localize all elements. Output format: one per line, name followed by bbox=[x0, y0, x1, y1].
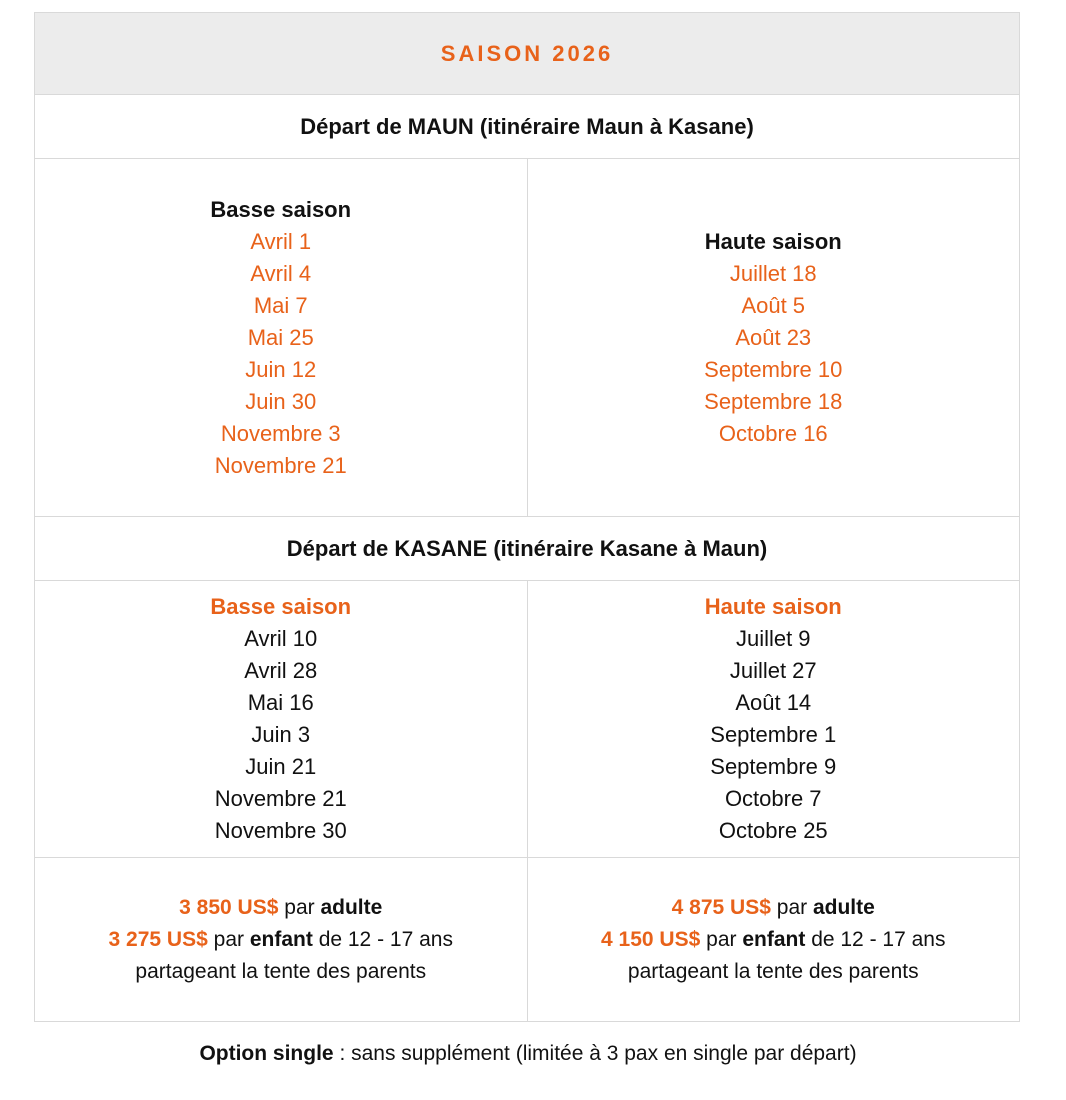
adult-price-line bbox=[35, 892, 527, 924]
single-option-label: Option single bbox=[199, 1042, 334, 1065]
maun-route-heading: Départ de MAUN (itinéraire Maun à Kasane) bbox=[35, 95, 1020, 159]
kasane-route-heading: Départ de KASANE (itinéraire Kasane à Maun) bbox=[35, 517, 1020, 581]
adult-label: adulte bbox=[320, 895, 383, 919]
kasane-low-date: Mai 16 bbox=[247, 690, 314, 715]
maun-low-date: Mai 25 bbox=[247, 324, 314, 350]
child-age: de 12 - 17 ans bbox=[811, 927, 946, 951]
kasane-high-date: Octobre 7 bbox=[724, 786, 822, 811]
season-table bbox=[34, 12, 1020, 1022]
par-text: par bbox=[776, 895, 808, 919]
maun-low-date: Juin 12 bbox=[245, 356, 317, 382]
maun-high-date: Octobre 16 bbox=[718, 420, 828, 446]
child-price-value: 4 150 US$ bbox=[601, 927, 701, 951]
maun-low-season-heading: Basse saison bbox=[210, 196, 352, 222]
maun-low-season-cell bbox=[35, 159, 528, 517]
sharing-note: partageant la tente des parents bbox=[627, 959, 919, 983]
maun-high-season-cell bbox=[527, 159, 1020, 517]
kasane-low-date: Juin 3 bbox=[251, 722, 311, 747]
child-price-line bbox=[528, 924, 1020, 956]
kasane-high-date: Septembre 1 bbox=[710, 722, 837, 747]
adult-price-value: 3 850 US$ bbox=[179, 895, 279, 919]
single-option-text: : sans supplément (limitée à 3 pax en single par départ) bbox=[333, 1042, 857, 1065]
single-option-note bbox=[0, 1042, 1056, 1066]
maun-high-date: Septembre 10 bbox=[704, 356, 843, 382]
adult-label: adulte bbox=[812, 895, 875, 919]
maun-high-date: Août 23 bbox=[735, 324, 812, 350]
high-season-price-cell bbox=[527, 858, 1020, 1022]
kasane-low-date: Novembre 30 bbox=[214, 818, 347, 843]
kasane-high-date: Septembre 9 bbox=[710, 754, 837, 779]
kasane-high-date: Août 14 bbox=[735, 690, 812, 715]
maun-low-date: Avril 1 bbox=[250, 228, 312, 254]
kasane-high-date: Juillet 27 bbox=[729, 658, 817, 683]
child-price-value: 3 275 US$ bbox=[108, 927, 208, 951]
adult-price-line bbox=[528, 892, 1020, 924]
child-price-line bbox=[35, 924, 527, 956]
par-text: par bbox=[284, 895, 315, 919]
kasane-low-date: Juin 21 bbox=[245, 754, 317, 779]
maun-high-date: Août 5 bbox=[741, 292, 806, 318]
kasane-low-date: Avril 28 bbox=[244, 658, 318, 683]
low-season-price-cell bbox=[35, 858, 528, 1022]
maun-low-date: Juin 30 bbox=[245, 388, 317, 414]
kasane-low-date: Avril 10 bbox=[244, 626, 318, 651]
sharing-note: partageant la tente des parents bbox=[135, 959, 427, 983]
maun-high-season-heading: Haute saison bbox=[704, 228, 842, 254]
maun-low-date: Novembre 3 bbox=[220, 420, 341, 446]
kasane-low-season-cell bbox=[35, 581, 528, 858]
maun-low-date: Novembre 21 bbox=[214, 452, 347, 478]
kasane-high-season-cell bbox=[527, 581, 1020, 858]
maun-low-date: Mai 7 bbox=[253, 292, 308, 318]
adult-price-value: 4 875 US$ bbox=[671, 895, 771, 919]
maun-high-date: Juillet 18 bbox=[729, 260, 817, 286]
kasane-high-season-heading: Haute saison bbox=[704, 594, 842, 619]
kasane-high-date: Juillet 9 bbox=[735, 626, 811, 651]
maun-high-date: Septembre 18 bbox=[704, 388, 843, 414]
maun-low-date: Avril 4 bbox=[250, 260, 312, 286]
season-title: SAISON 2026 bbox=[35, 13, 1020, 95]
kasane-low-season-heading: Basse saison bbox=[210, 594, 352, 619]
kasane-low-date: Novembre 21 bbox=[214, 786, 347, 811]
child-label: enfant bbox=[742, 927, 806, 951]
par-text: par bbox=[706, 927, 737, 951]
kasane-high-date: Octobre 25 bbox=[718, 818, 828, 843]
par-text: par bbox=[213, 927, 244, 951]
child-label: enfant bbox=[249, 927, 313, 951]
child-age: de 12 - 17 ans bbox=[318, 927, 453, 951]
